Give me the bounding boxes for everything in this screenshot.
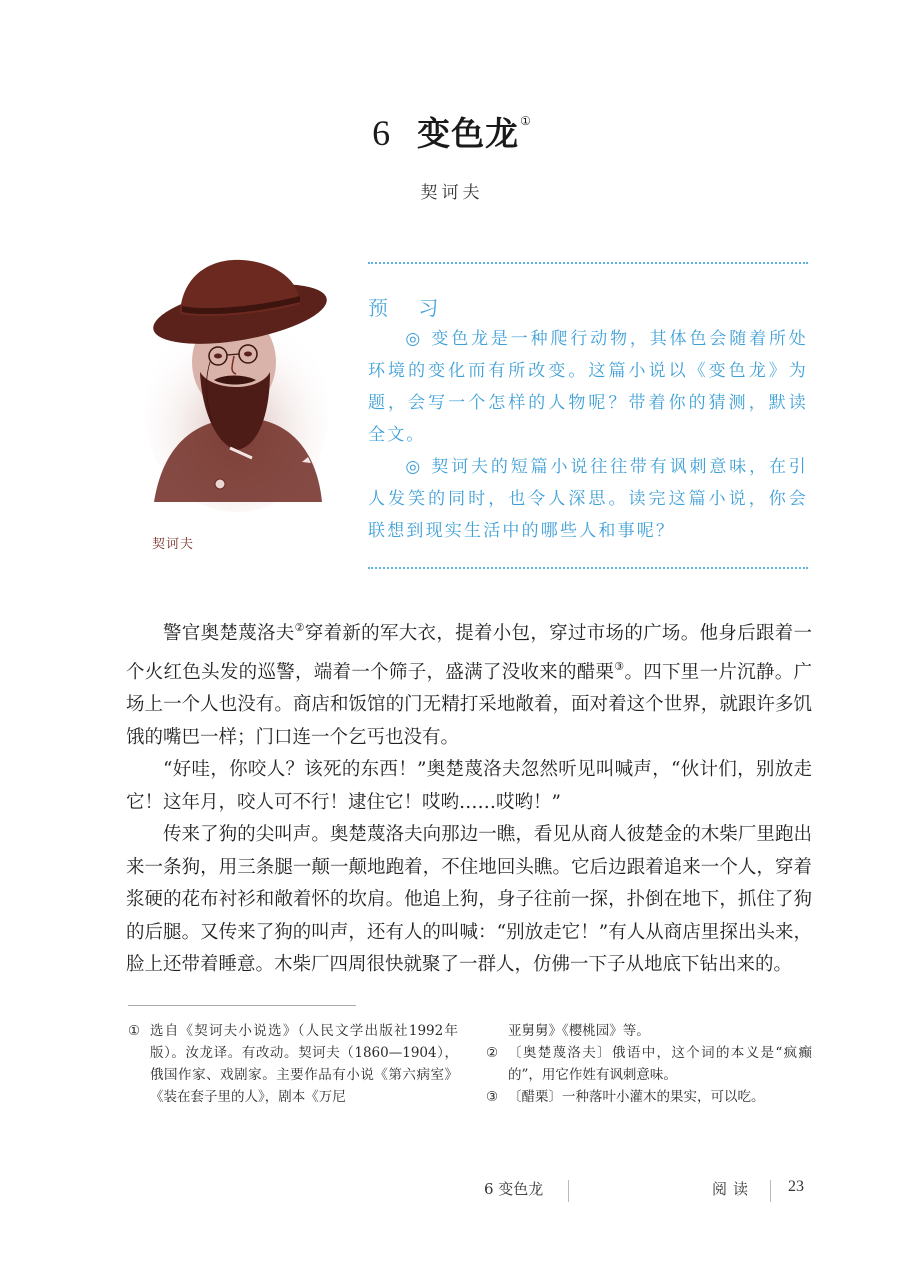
footer-separator <box>770 1180 771 1202</box>
story-paragraph <box>126 612 812 754</box>
footnote-marker: ② <box>486 1045 499 1061</box>
preview-bottom-divider <box>368 567 808 569</box>
footnote-divider <box>128 1005 356 1006</box>
footnote-text: 选自《契诃夫小说选》（人民文学出版社1992年版）。汝龙译。有改动。契诃夫（1860—1904），俄国作家、戏剧家。主要作品有小说《第六病室》《装在套子里的人》，剧本《万尼 <box>150 1023 458 1105</box>
footnote-1-continued <box>486 1020 812 1042</box>
portrait-caption: 契诃夫 <box>152 537 195 552</box>
text-span: 警官奥楚蔑洛夫 <box>163 623 295 644</box>
text-span: 穿着新的军大衣，提着小包，穿过市场的广场。他身后跟着一个火红色头发的巡警，端着一个筛子，盛满了没收来的醋栗 <box>126 623 812 683</box>
preview-paragraph: ◎ 契诃夫的短篇小说往往带有讽刺意味，在引人发笑的同时，也令人深思。读完这篇小说，你会联想到现实生活中的哪些人和事呢？ <box>368 457 808 541</box>
footer-chapter: 6 变色龙 <box>484 1180 544 1198</box>
footnote-1 <box>128 1020 458 1108</box>
footer-section: 阅读 <box>712 1180 755 1198</box>
footnote-mark-2[interactable]: ② <box>294 621 305 634</box>
footnote-marker: ① <box>128 1023 141 1039</box>
footnote-text: 〔奥楚蔑洛夫〕俄语中，这个词的本义是“疯癫的”，用它作姓有讽刺意味。 <box>508 1045 812 1083</box>
footnotes-right-column <box>486 1020 812 1108</box>
page-footer <box>0 1178 904 1202</box>
footer-separator <box>568 1180 569 1202</box>
page-number: 23 <box>788 1178 804 1195</box>
author-name: 契诃夫 <box>420 183 484 203</box>
footnote-2 <box>486 1042 812 1086</box>
preview-heading: 预 习 <box>368 296 451 320</box>
lesson-number: 6 <box>372 113 392 153</box>
footnote-text: 〔醋栗〕一种落叶小灌木的果实，可以吃。 <box>508 1089 765 1105</box>
story-paragraph: “好哇，你咬人？该死的东西！”奥楚蔑洛夫忽然听见叫喊声，“伙计们，别放走它！这年月，咬人可不行！逮住它！哎哟……哎哟！” <box>126 759 812 813</box>
preview-top-divider <box>368 262 808 264</box>
text-span: 。四下里一片沉静。广场上一个人也没有。商店和饭馆的门无精打采地敞着，面对着这个世界，就跟许多饥饿的嘴巴一样；门口连一个乞丐也没有。 <box>126 661 812 748</box>
footnote-text: 亚舅舅》《樱桃园》等。 <box>508 1023 650 1039</box>
lesson-title-text: 变色龙 <box>417 114 520 153</box>
footnote-mark-3[interactable]: ③ <box>614 659 625 673</box>
preview-paragraph: ◎ 变色龙是一种爬行动物，其体色会随着所处环境的变化而有所改变。这篇小说以《变色龙》为题，会写一个怎样的人物呢？带着你的猜测，默读全文。 <box>368 329 808 445</box>
author-portrait <box>142 252 332 514</box>
story-paragraph: 传来了狗的尖叫声。奥楚蔑洛夫向那边一瞧，看见从商人彼楚金的木柴厂里跑出来一条狗，用三条腿一颠一颠地跑着，不住地回头瞧。它后边跟着追来一个人，穿着浆硬的花布衬衫和敞着怀的坎肩。他追上狗，身子往前一探，扑倒在地下，抓住了狗的后腿。又传来了狗的叫声，还有人的叫喊：“别放走它！”有人从商店里探出头来，脸上还带着睡意。木柴厂四周很快就聚了一群人，仿佛一下子从地底下钻出来的。 <box>126 824 812 975</box>
lesson-title <box>0 108 904 155</box>
story-body <box>126 612 812 982</box>
footnote-3 <box>486 1086 812 1108</box>
footnotes-left-column <box>128 1020 458 1108</box>
preview-box <box>368 262 808 569</box>
portrait-illustration-icon <box>142 252 332 514</box>
footnote-marker: ③ <box>486 1089 499 1105</box>
title-footnote-mark[interactable]: ① <box>520 114 532 128</box>
